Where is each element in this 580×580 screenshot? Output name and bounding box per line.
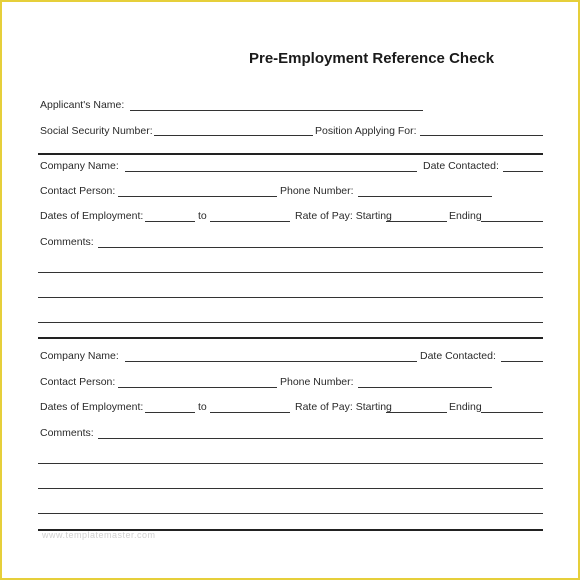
section-divider: [38, 153, 543, 155]
ssn-label: Social Security Number:: [40, 125, 153, 137]
starting-pay-field[interactable]: [386, 221, 447, 222]
position-field[interactable]: [420, 135, 543, 136]
dates-of-employment-label: Dates of Employment:: [40, 401, 144, 413]
employment-end-field[interactable]: [210, 412, 290, 413]
contact-person-label: Contact Person:: [40, 376, 116, 388]
company-name-label: Company Name:: [40, 350, 119, 362]
company-name-field[interactable]: [125, 171, 417, 172]
ending-pay-label: Ending: [449, 401, 482, 413]
comments-line[interactable]: [38, 322, 543, 323]
applicant-name-label: Applicant's Name:: [40, 99, 125, 111]
comments-line[interactable]: [38, 297, 543, 298]
dates-of-employment-label: Dates of Employment:: [40, 210, 144, 222]
employment-end-field[interactable]: [210, 221, 290, 222]
employment-start-field[interactable]: [145, 221, 195, 222]
contact-person-field[interactable]: [118, 387, 277, 388]
comments-line[interactable]: [98, 438, 543, 439]
section-divider: [38, 337, 543, 339]
contact-person-field[interactable]: [118, 196, 277, 197]
rate-of-pay-starting-label: Rate of Pay: Starting: [295, 210, 392, 222]
phone-number-label: Phone Number:: [280, 376, 354, 388]
date-contacted-field[interactable]: [503, 171, 543, 172]
company-name-field[interactable]: [125, 361, 417, 362]
date-contacted-label: Date Contacted:: [420, 350, 496, 362]
form-title: Pre-Employment Reference Check: [249, 50, 495, 67]
rate-of-pay-starting-label: Rate of Pay: Starting: [295, 401, 392, 413]
employment-start-field[interactable]: [145, 412, 195, 413]
comments-label: Comments:: [40, 427, 94, 439]
comments-line[interactable]: [38, 272, 543, 273]
comments-line[interactable]: [38, 463, 543, 464]
ssn-field[interactable]: [154, 135, 313, 136]
comments-line[interactable]: [38, 488, 543, 489]
company-name-label: Company Name:: [40, 160, 119, 172]
comments-line[interactable]: [98, 247, 543, 248]
watermark: www.templatemaster.com: [42, 530, 156, 540]
date-contacted-field[interactable]: [501, 361, 543, 362]
position-label: Position Applying For:: [315, 125, 417, 137]
comments-label: Comments:: [40, 236, 94, 248]
date-contacted-label: Date Contacted:: [423, 160, 499, 172]
ending-pay-label: Ending: [449, 210, 482, 222]
to-label: to: [198, 210, 207, 222]
phone-number-field[interactable]: [358, 196, 492, 197]
to-label: to: [198, 401, 207, 413]
contact-person-label: Contact Person:: [40, 185, 116, 197]
applicant-name-field[interactable]: [130, 110, 423, 111]
phone-number-label: Phone Number:: [280, 185, 354, 197]
starting-pay-field[interactable]: [386, 412, 447, 413]
ending-pay-field[interactable]: [481, 221, 543, 222]
phone-number-field[interactable]: [358, 387, 492, 388]
comments-line[interactable]: [38, 513, 543, 514]
ending-pay-field[interactable]: [481, 412, 543, 413]
